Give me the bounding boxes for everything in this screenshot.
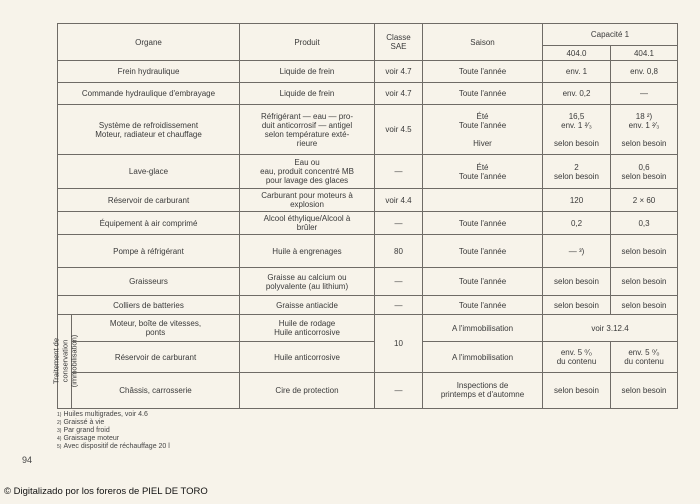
conservation-capacite-404-0: selon besoin (543, 372, 611, 408)
row-organe: Frein hydraulique (58, 61, 240, 83)
table-row (58, 296, 678, 315)
row-saison: Toute l'année (423, 83, 543, 105)
conservation-organe: Châssis, carrosserie (72, 372, 240, 408)
row-produit: Alcool éthylique/Alcool à brûler (240, 212, 375, 235)
table-row (58, 83, 678, 105)
conservation-saison: Inspections de printemps et d'automne (423, 372, 543, 408)
footnote (57, 427, 170, 435)
row-organe: Lave-glace (58, 155, 240, 189)
conservation-row-3 (58, 372, 678, 408)
row-capacite-404-1: 18 ²) env. 1 ²⁄₃ selon besoin (611, 104, 678, 154)
row-organe: Système de refroidissement Moteur, radiateur et chauffage (58, 104, 240, 154)
row-capacite-404-1: selon besoin (611, 296, 678, 315)
row-capacite-404-1: env. 0,8 (611, 61, 678, 83)
row-classe-sae: voir 4.4 (375, 189, 423, 212)
row-saison: Été Toute l'année (423, 155, 543, 189)
header-model-404-0: 404.0 (543, 45, 611, 60)
row-capacite-404-0: 2 selon besoin (543, 155, 611, 189)
conservation-capacite-404-0: env. 5 ⁰⁄₀ du contenu (543, 342, 611, 373)
row-classe-sae: voir 4.7 (375, 83, 423, 105)
table-row (58, 104, 678, 154)
conservation-row-1 (58, 314, 678, 341)
header-capacite: Capacité 1 (543, 24, 678, 46)
credit-line: © Digitalizado por los foreros de PIEL DE TORO (4, 486, 208, 497)
conservation-label-text: Traitement de conservation (immobilisation) (51, 335, 78, 388)
table-row (58, 212, 678, 235)
conservation-sae: 10 (375, 314, 423, 372)
header-produit: Produit (240, 24, 375, 61)
row-produit: Liquide de frein (240, 61, 375, 83)
table-row (58, 189, 678, 212)
row-produit: Carburant pour moteurs à explosion (240, 189, 375, 212)
footnote-marker: 1) (57, 412, 62, 418)
footnote-marker: 2) (57, 420, 62, 426)
row-organe: Colliers de batteries (58, 296, 240, 315)
footnote-text: Par grand froid (63, 427, 110, 434)
row-classe-sae: — (375, 155, 423, 189)
conservation-capacite-404-1: env. 5 ⁰⁄₀ du contenu (611, 342, 678, 373)
row-saison: Toute l'année (423, 296, 543, 315)
conservation-group-label (51, 314, 78, 408)
row-saison: Toute l'année (423, 212, 543, 235)
conservation-organe: Réservoir de carburant (72, 342, 240, 373)
footnote-marker: 4) (57, 436, 62, 442)
conservation-produit: Cire de protection (240, 372, 375, 408)
row-produit: Graisse antiacide (240, 296, 375, 315)
row-produit: Réfrigérant — eau — pro- duit anticorrosif — antigel selon température exté- rieure (240, 104, 375, 154)
footnote (57, 419, 170, 427)
table-row (58, 267, 678, 295)
conservation-row-2 (58, 342, 678, 373)
footnote (57, 443, 170, 451)
page-number: 94 (22, 455, 33, 465)
header-organe: Organe (58, 24, 240, 61)
conservation-saison: A l'immobilisation (423, 314, 543, 341)
footnote (57, 435, 170, 443)
row-capacite-404-0: selon besoin (543, 296, 611, 315)
header-model-404-1: 404.1 (611, 45, 678, 60)
row-capacite-404-0: — ³) (543, 235, 611, 268)
row-produit: Huile à engrenages (240, 235, 375, 268)
lubricant-capacity-table (51, 23, 678, 409)
row-classe-sae: — (375, 267, 423, 295)
row-capacite-404-0: 16,5 env. 1 ²⁄₃ selon besoin (543, 104, 611, 154)
footnote (57, 411, 170, 419)
conservation-capacite: voir 3.12.4 (543, 314, 678, 341)
row-produit: Eau ou eau, produit concentré MB pour lavage des glaces (240, 155, 375, 189)
row-classe-sae: voir 4.7 (375, 61, 423, 83)
row-capacite-404-0: 0,2 (543, 212, 611, 235)
conservation-organe: Moteur, boîte de vitesses, ponts (72, 314, 240, 341)
row-classe-sae: voir 4.5 (375, 104, 423, 154)
footnote-text: Graissage moteur (63, 435, 120, 442)
row-organe: Graisseurs (58, 267, 240, 295)
row-saison (423, 189, 543, 212)
footnote-marker: 5) (57, 444, 62, 450)
footnote-text: Avec dispositif de réchauffage 20 l (63, 443, 170, 450)
row-organe: Pompe à réfrigérant (58, 235, 240, 268)
conservation-produit: Huile anticorrosive (240, 342, 375, 373)
header-saison: Saison (423, 24, 543, 61)
row-capacite-404-0: 120 (543, 189, 611, 212)
table-row (58, 155, 678, 189)
footnote-marker: 3) (57, 428, 62, 434)
row-capacite-404-1: selon besoin (611, 235, 678, 268)
row-capacite-404-1: — (611, 83, 678, 105)
row-organe: Équipement à air comprimé (58, 212, 240, 235)
row-classe-sae: — (375, 296, 423, 315)
row-capacite-404-0: env. 0,2 (543, 83, 611, 105)
row-organe: Commande hydraulique d'embrayage (58, 83, 240, 105)
footnotes (57, 411, 170, 451)
row-saison: Été Toute l'année Hiver (423, 104, 543, 154)
conservation-produit: Huile de rodage Huile anticorrosive (240, 314, 375, 341)
row-organe: Réservoir de carburant (58, 189, 240, 212)
row-saison: Toute l'année (423, 235, 543, 268)
row-saison: Toute l'année (423, 267, 543, 295)
row-capacite-404-1: 0,3 (611, 212, 678, 235)
row-classe-sae: 80 (375, 235, 423, 268)
row-capacite-404-0: env. 1 (543, 61, 611, 83)
table-row (58, 61, 678, 83)
conservation-sae: — (375, 372, 423, 408)
row-capacite-404-1: 0,6 selon besoin (611, 155, 678, 189)
footnote-text: Huiles multigrades, voir 4.6 (63, 411, 148, 418)
row-capacite-404-1: selon besoin (611, 267, 678, 295)
row-produit: Liquide de frein (240, 83, 375, 105)
table-header-row (58, 24, 678, 46)
footnote-text: Graissé à vie (63, 419, 105, 426)
conservation-capacite-404-1: selon besoin (611, 372, 678, 408)
row-capacite-404-0: selon besoin (543, 267, 611, 295)
row-saison: Toute l'année (423, 61, 543, 83)
row-capacite-404-1: 2 × 60 (611, 189, 678, 212)
row-produit: Graisse au calcium ou polyvalente (au lithium) (240, 267, 375, 295)
header-classe-sae: Classe SAE (375, 24, 423, 61)
conservation-saison: A l'immobilisation (423, 342, 543, 373)
row-classe-sae: — (375, 212, 423, 235)
table-row (58, 235, 678, 268)
